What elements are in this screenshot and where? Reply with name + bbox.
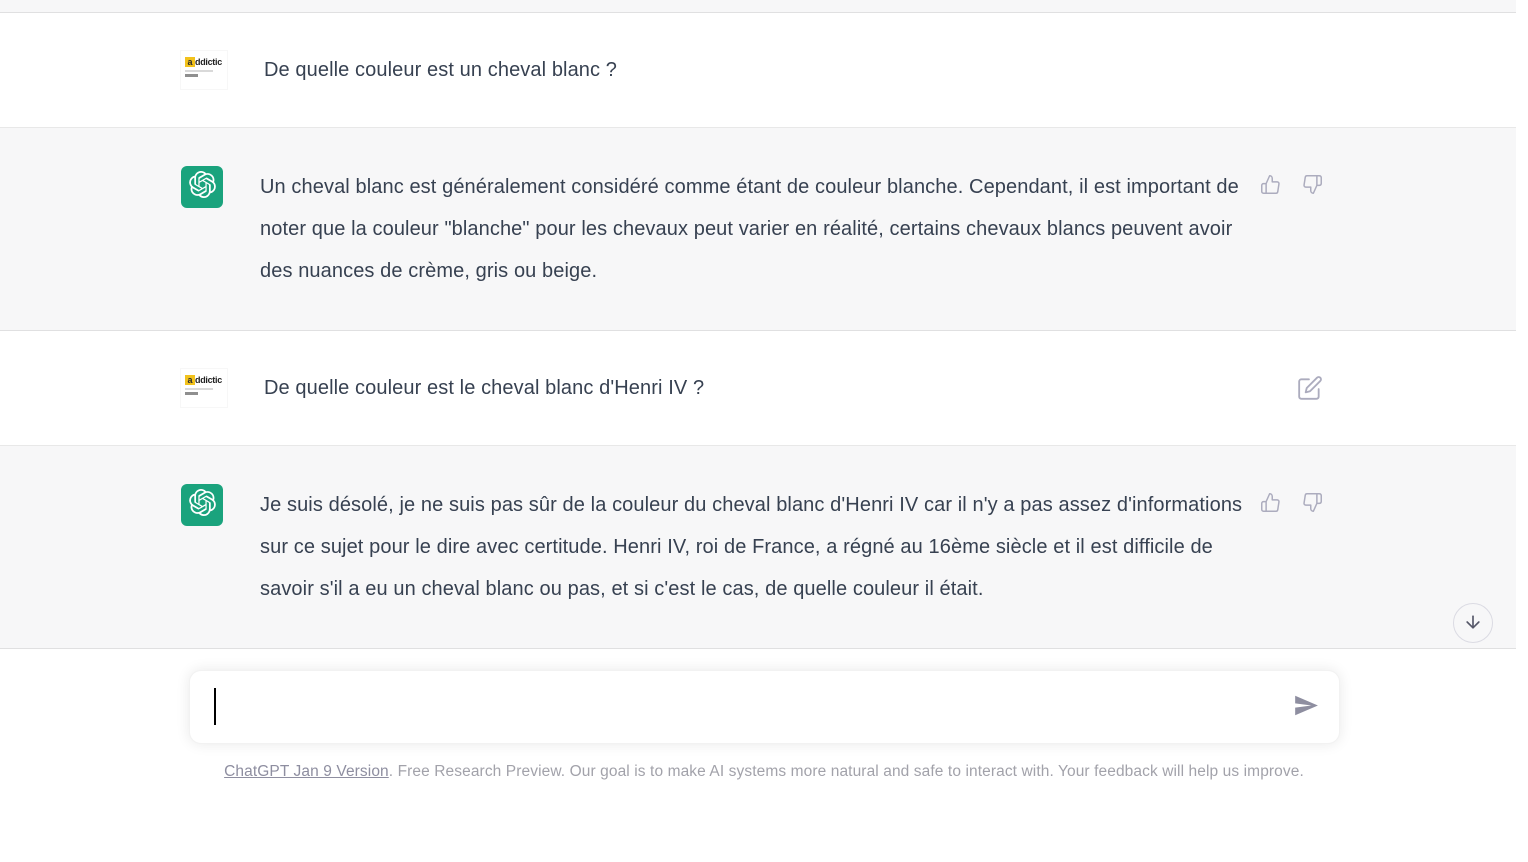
- thumbs-up-icon[interactable]: [1260, 174, 1281, 195]
- assistant-message-text: Je suis désolé, je ne suis pas sûr de la couleur du cheval blanc d'Henri IV car il n'y a pas assez d'informations sur ce sujet pour le dire avec certitude. Henri IV, roi de France, a régné au 16ème siècle et il est difficile de savoir s'il a eu un cheval blanc ou pas, et si c'est le cas, de quelle couleur il était.: [260, 494, 1243, 600]
- composer-area: [0, 670, 1528, 840]
- scroll-to-bottom-button[interactable]: [1453, 603, 1493, 643]
- brand-logo-letter: a: [185, 57, 195, 67]
- user-message-row: [0, 331, 1516, 446]
- thumbs-down-icon[interactable]: [1302, 174, 1323, 195]
- assistant-message-row: [0, 128, 1516, 331]
- brand-tagline-decoration: [185, 74, 198, 77]
- send-button[interactable]: [1289, 689, 1323, 726]
- brand-logo-text: ddictic: [195, 375, 222, 385]
- text-caret: [214, 688, 216, 725]
- assistant-message-row: [0, 446, 1516, 649]
- send-icon: [1293, 707, 1319, 722]
- footer-disclaimer: [0, 763, 1528, 781]
- thumbs-down-icon[interactable]: [1302, 492, 1323, 513]
- openai-logo-icon: [189, 489, 216, 521]
- arrow-down-icon: [1463, 612, 1483, 635]
- brand-tagline-decoration: [185, 70, 213, 72]
- user-avatar: [181, 369, 227, 407]
- openai-logo-icon: [189, 171, 216, 203]
- brand-tagline-decoration: [185, 392, 198, 395]
- version-link[interactable]: ChatGPT Jan 9 Version: [224, 763, 389, 780]
- edit-message-icon[interactable]: [1297, 375, 1323, 401]
- footer-text: . Free Research Preview. Our goal is to make AI systems more natural and safe to interact with. Your feedback will help us improve.: [388, 763, 1304, 780]
- assistant-avatar: [181, 166, 223, 208]
- user-avatar: [181, 51, 227, 89]
- thumbs-up-icon[interactable]: [1260, 492, 1281, 513]
- user-message-text: De quelle couleur est un cheval blanc ?: [264, 59, 618, 81]
- user-message-row: [0, 13, 1516, 128]
- message-input[interactable]: [214, 687, 1269, 727]
- previous-message-edge: [0, 0, 1516, 13]
- assistant-message-text: Un cheval blanc est généralement considéré comme étant de couleur blanche. Cependant, il est important de noter que la couleur "blanche" pour les chevaux peut varier en réalité, certains chevaux blancs peuvent avoir des nuances de crème, gris ou beige.: [260, 176, 1239, 282]
- brand-tagline-decoration: [185, 388, 213, 390]
- brand-logo-letter: a: [185, 375, 195, 385]
- user-message-text: De quelle couleur est le cheval blanc d'Henri IV ?: [264, 377, 705, 399]
- brand-logo-text: ddictic: [195, 57, 222, 67]
- assistant-avatar: [181, 484, 223, 526]
- message-input-container: [189, 670, 1340, 744]
